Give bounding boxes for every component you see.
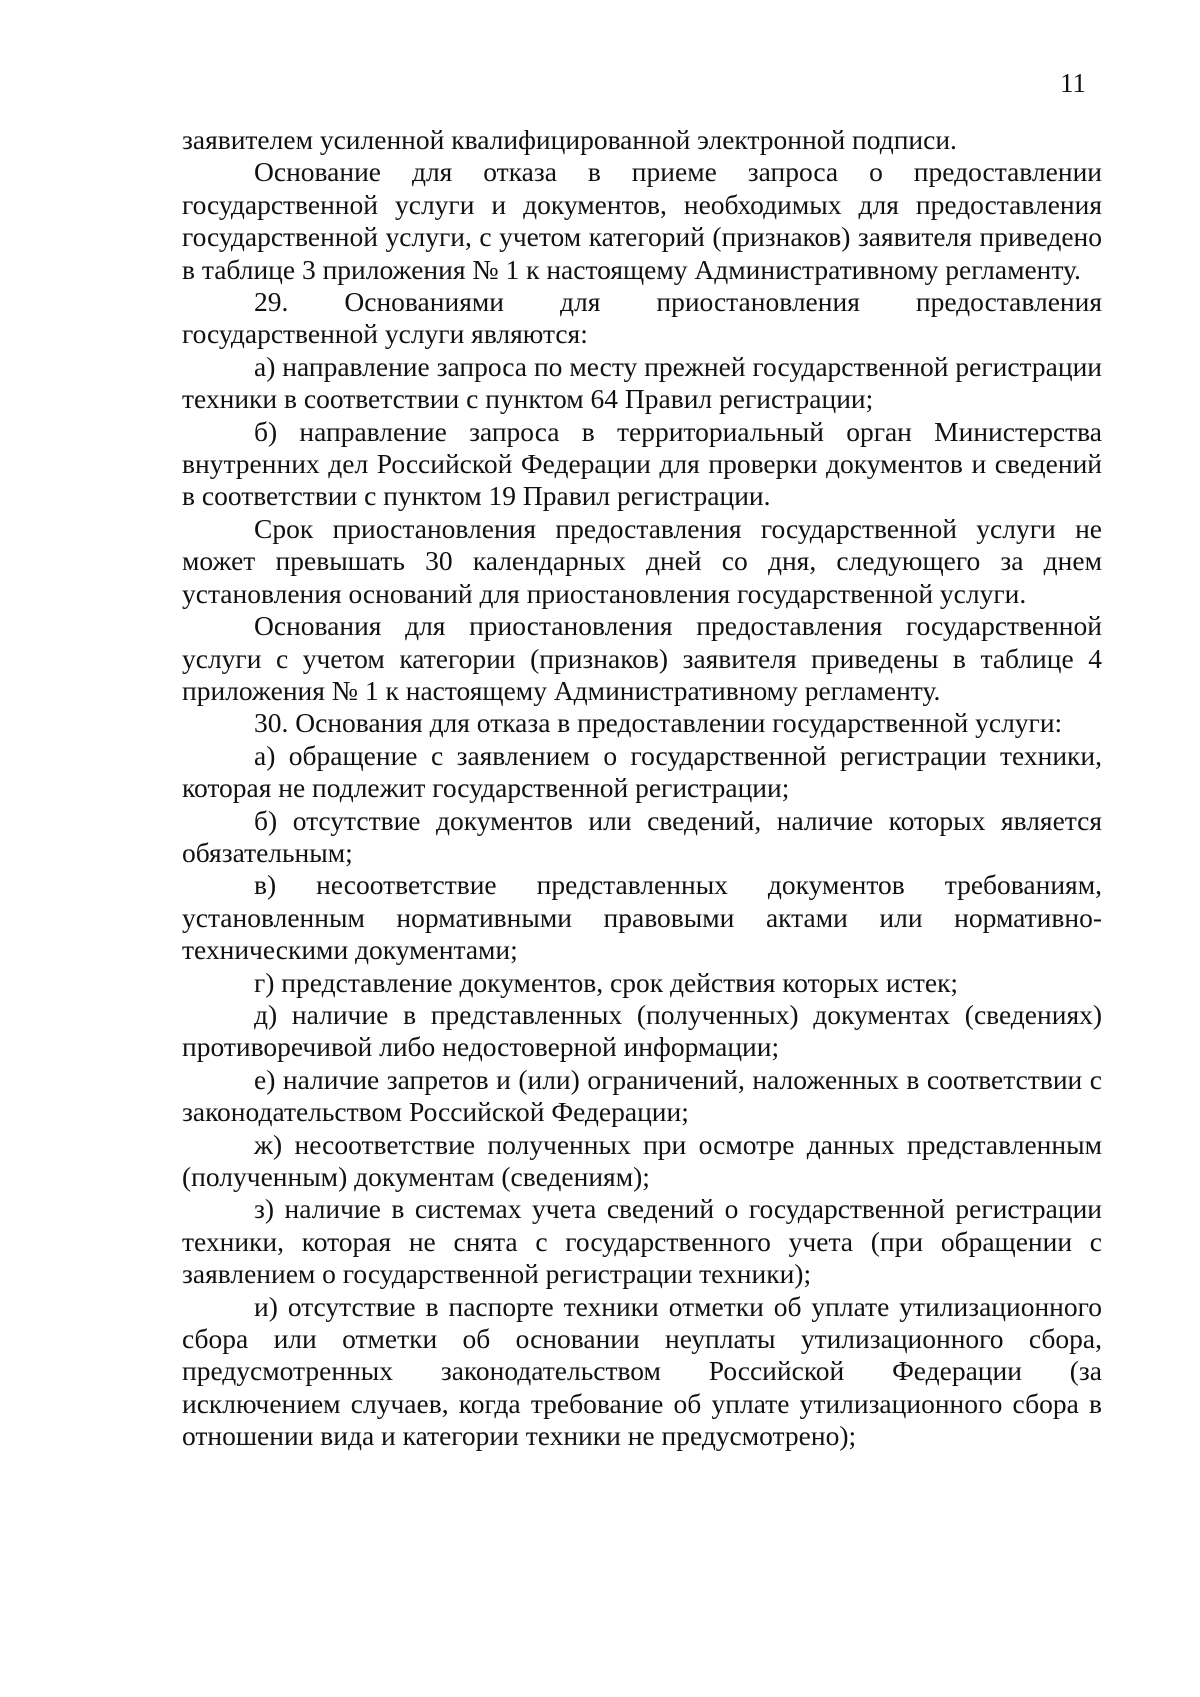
paragraph-30-item-b: б) отсутствие документов или сведений, наличие которых является обязательным; [182, 804, 1102, 868]
paragraph-30-item-d: д) наличие в представленных (полученных) документах (сведениях) противоречивой либо недостоверной информации; [182, 998, 1102, 1063]
paragraph-refusal-basis-reference: Основание для отказа в приеме запроса о предоставлении государственной услуги и документов, необходимых для предоставления государственной услуги, с учетом категорий (признаков) заявителя приведено в таблице 3 приложения № 1 к настоящему Административному регламенту. [182, 156, 1102, 285]
paragraph-30-item-i: и) отсутствие в паспорте техники отметки об уплате утилизационного сбора или отметки об основании неуплаты утилизационного сбора, предусмотренных законодательством Российской Федерации (за исключением случаев, когда требование об уплате утилизационного сбора в отношении вида и категории техники не предусмотрено); [182, 1290, 1102, 1452]
paragraph-30-heading: 30. Основания для отказа в предоставлении государственной услуги: [254, 707, 1063, 739]
paragraph-30-item-e: е) наличие запретов и (или) ограничений, наложенных в соответствии с законодательством Российской Федерации; [182, 1063, 1102, 1128]
paragraph-30-item-a: а) обращение с заявлением о государственной регистрации техники, которая не подлежит государственной регистрации; [182, 739, 1102, 804]
page-number: 11 [1060, 68, 1086, 98]
paragraph-29-heading: 29. Основаниями для приостановления предоставления государственной услуги являются: [182, 286, 1102, 350]
paragraph-29-item-a: а) направление запроса по месту прежней государственной регистрации техники в соответствии с пунктом 64 Правил регистрации; [182, 350, 1102, 415]
paragraph-30-item-g: г) представление документов, срок действия которых истек; [254, 966, 959, 998]
paragraph-suspension-term: Срок приостановления предоставления государственной услуги не может превышать 30 календарных дней со дня, следующего за днем установления оснований для приостановления государственной услуги. [182, 512, 1102, 609]
paragraph-30-item-z: з) наличие в системах учета сведений о государственной регистрации техники, которая не снята с государственного учета (при обращении с заявлением о государственной регистрации техники); [182, 1193, 1102, 1290]
paragraph-suspension-table-reference: Основания для приостановления предоставления государственной услуги с учетом категории (признаков) заявителя приведены в таблице 4 приложения № 1 к настоящему Административному регламенту. [182, 610, 1102, 706]
paragraph-30-item-v: в) несоответствие представленных документов требованиям, установленным нормативными правовыми актами или нормативно-техническими документами; [182, 869, 1102, 966]
paragraph-29-item-b: б) направление запроса в территориальный орган Министерства внутренних дел Российской Федерации для проверки документов и сведений в соответствии с пунктом 19 Правил регистрации. [182, 415, 1102, 512]
document-body [182, 124, 1102, 1453]
paragraph-30-item-zh: ж) несоответствие полученных при осмотре данных представленным (полученным) документам (сведениям); [182, 1128, 1102, 1192]
paragraph-continuation: заявителем усиленной квалифицированной электронной подписи. [182, 124, 957, 155]
